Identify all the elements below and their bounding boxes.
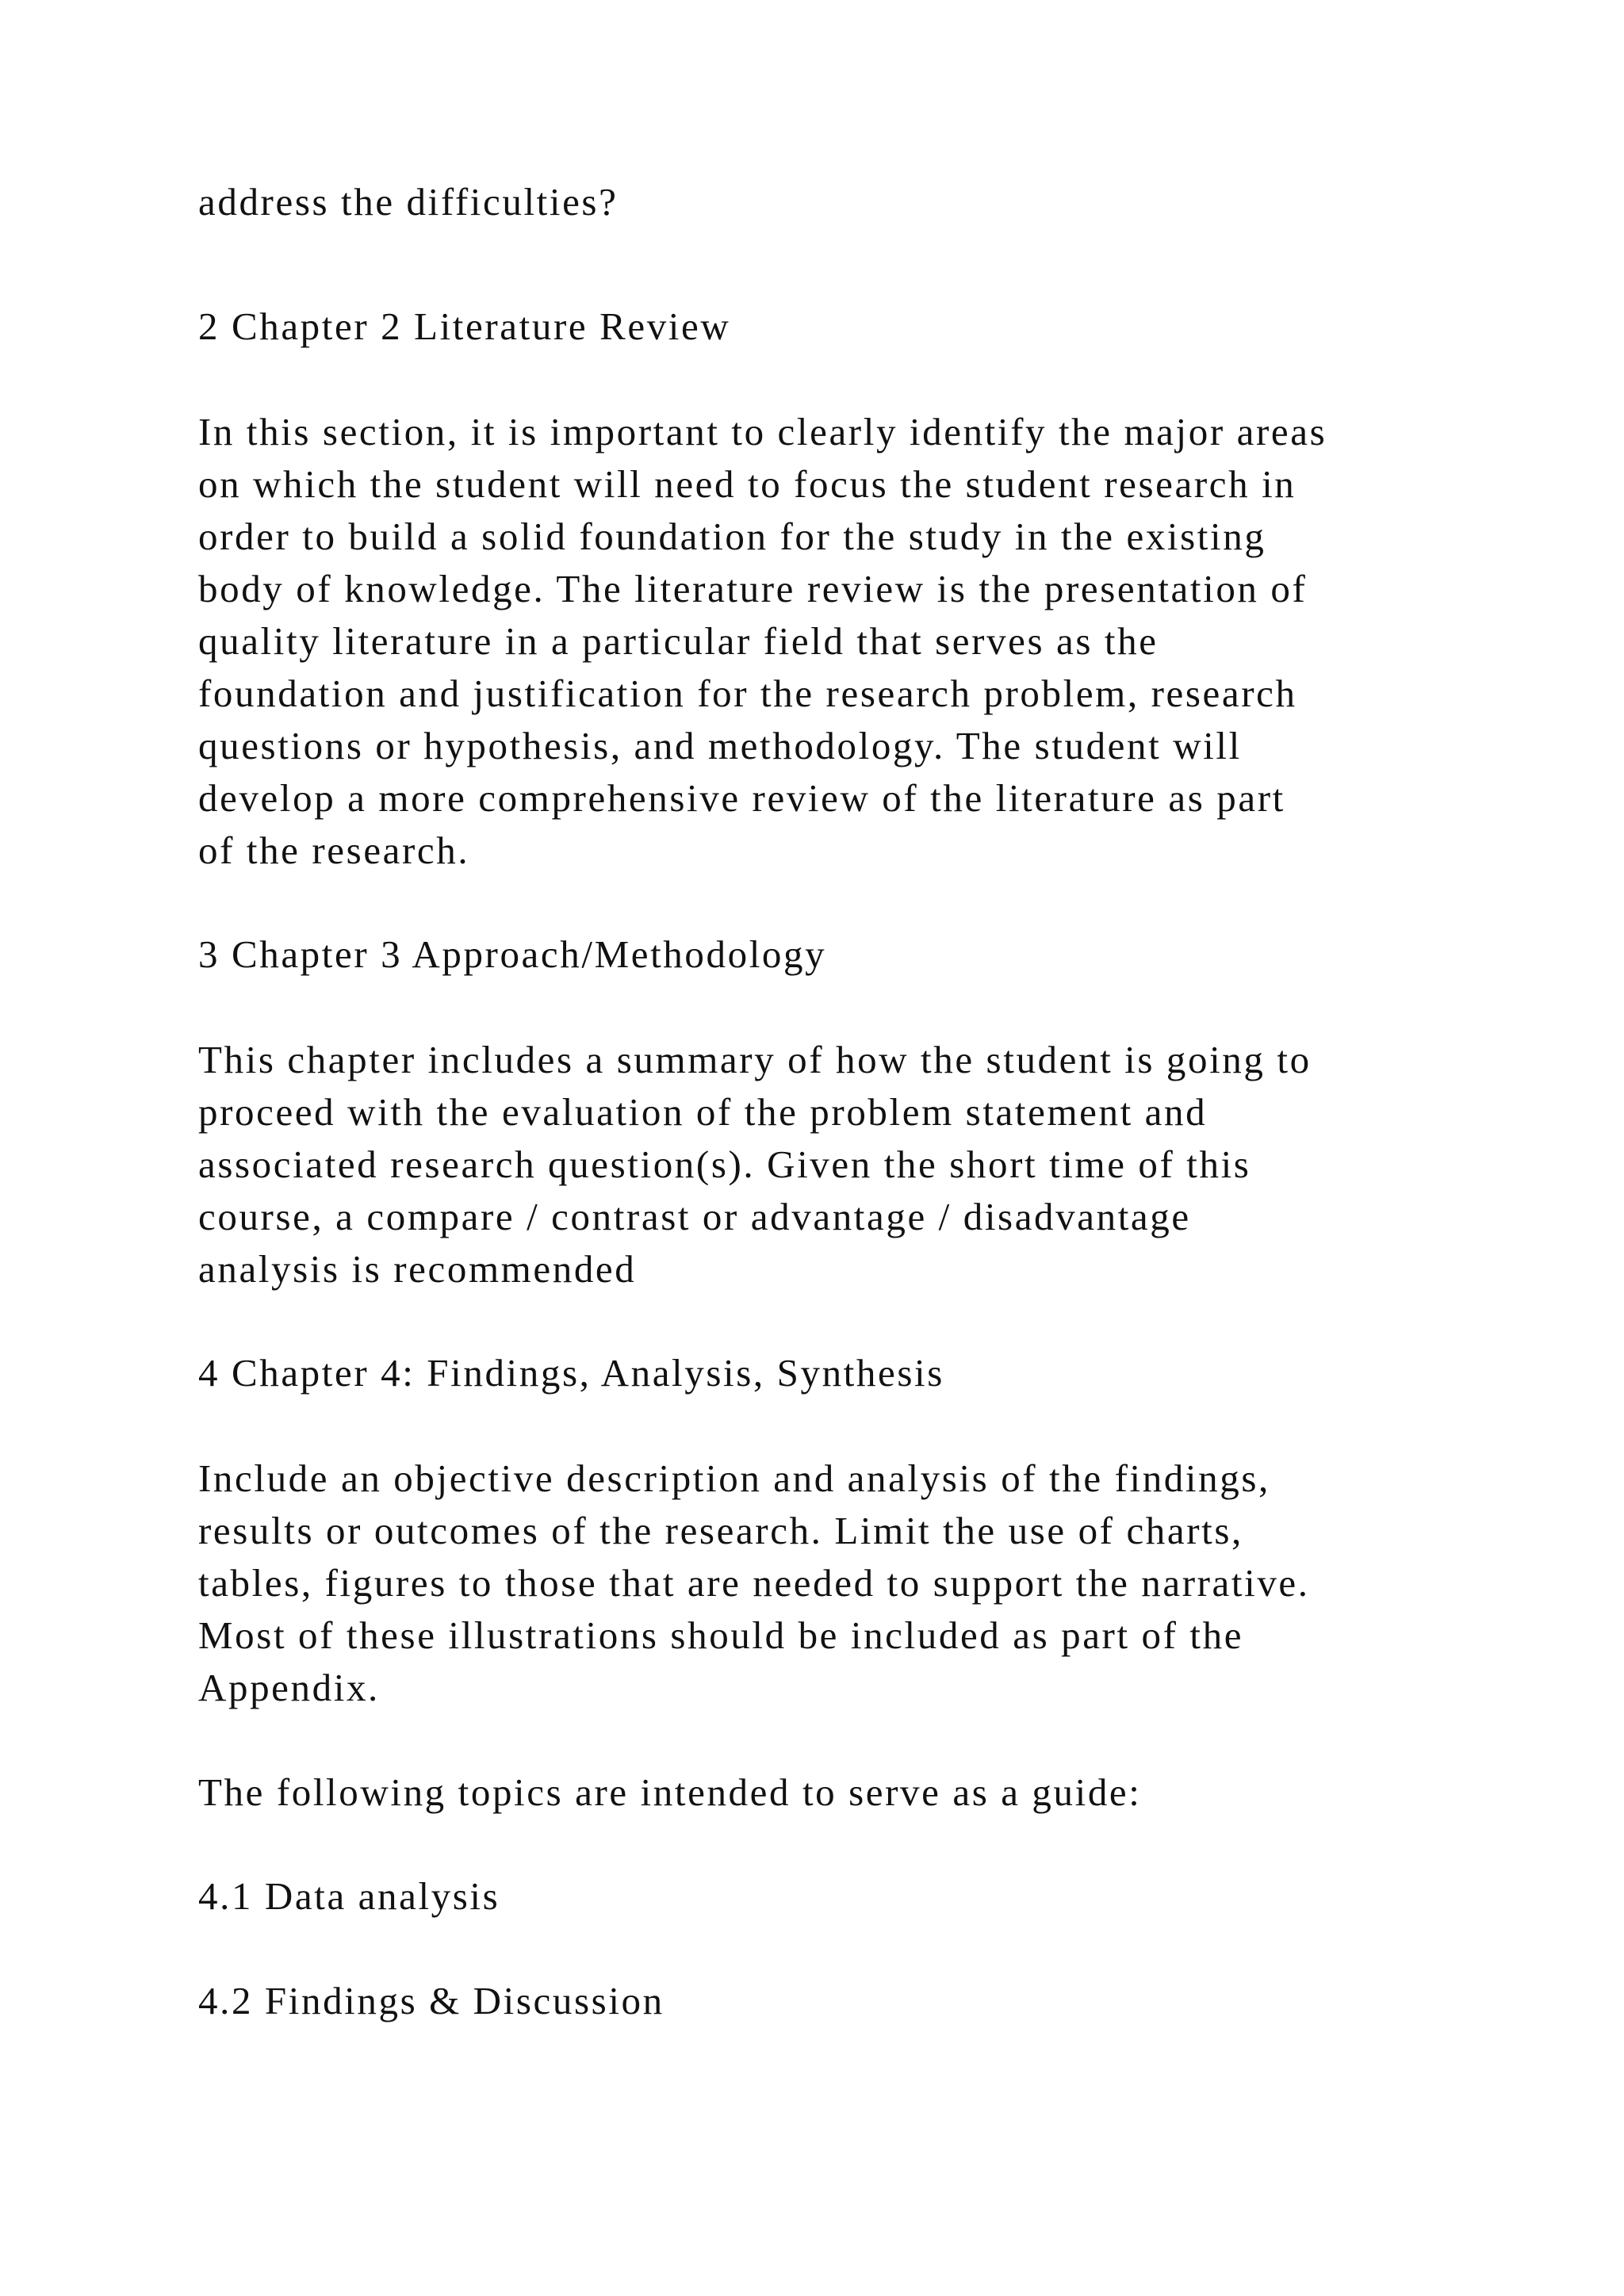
- text-line: of the research.: [198, 828, 470, 872]
- text-line: questions or hypothesis, and methodology. The student will: [198, 724, 1242, 767]
- chapter-3-paragraph: [198, 1034, 1594, 1295]
- heading-line: 2 Chapter 2 Literature Review: [198, 304, 731, 348]
- text-line: analysis is recommended: [198, 1247, 637, 1291]
- heading-line: 4 Chapter 4: Findings, Analysis, Synthesis: [198, 1351, 944, 1395]
- heading-line: 3 Chapter 3 Approach/Methodology: [198, 932, 827, 976]
- text-line: Include an objective description and analysis of the findings,: [198, 1456, 1270, 1500]
- text-line: body of knowledge. The literature review is the presentation of: [198, 567, 1308, 610]
- heading-line: 4.1 Data analysis: [198, 1874, 500, 1918]
- text-line: In this section, it is important to clearly identify the major areas: [198, 410, 1327, 453]
- chapter-2-paragraph: [198, 406, 1594, 877]
- text-line: foundation and justification for the research problem, research: [198, 672, 1297, 715]
- text-line: quality literature in a particular field that serves as the: [198, 619, 1159, 663]
- chapter-4-heading: [198, 1347, 1594, 1399]
- text-line: Most of these illustrations should be included as part of the: [198, 1613, 1244, 1657]
- subsection-4-2-heading: [198, 1975, 1594, 2027]
- text-line: Appendix.: [198, 1666, 380, 1709]
- continuation-line: [198, 176, 1594, 228]
- text-line: tables, figures to those that are needed to support the narrative.: [198, 1561, 1310, 1605]
- text-line: associated research question(s). Given the short time of this: [198, 1142, 1251, 1186]
- text-line: course, a compare / contrast or advantage / disadvantage: [198, 1195, 1191, 1238]
- text-line: on which the student will need to focus the student research in: [198, 462, 1297, 506]
- chapter-2-heading: [198, 300, 1594, 353]
- text-line: proceed with the evaluation of the problem statement and: [198, 1090, 1208, 1134]
- text-line: develop a more comprehensive review of the literature as part: [198, 776, 1285, 820]
- text-line: The following topics are intended to serve as a guide:: [198, 1770, 1142, 1814]
- text-line: results or outcomes of the research. Limit the use of charts,: [198, 1509, 1243, 1552]
- guide-intro: [198, 1766, 1594, 1819]
- chapter-3-heading: [198, 928, 1594, 981]
- chapter-4-paragraph: [198, 1452, 1594, 1714]
- text-line: order to build a solid foundation for the study in the existing: [198, 515, 1266, 558]
- subsection-4-1-heading: [198, 1870, 1594, 1923]
- text-line: address the difficulties?: [198, 180, 619, 224]
- text-line: This chapter includes a summary of how the student is going to: [198, 1038, 1312, 1081]
- heading-line: 4.2 Findings & Discussion: [198, 1979, 665, 2022]
